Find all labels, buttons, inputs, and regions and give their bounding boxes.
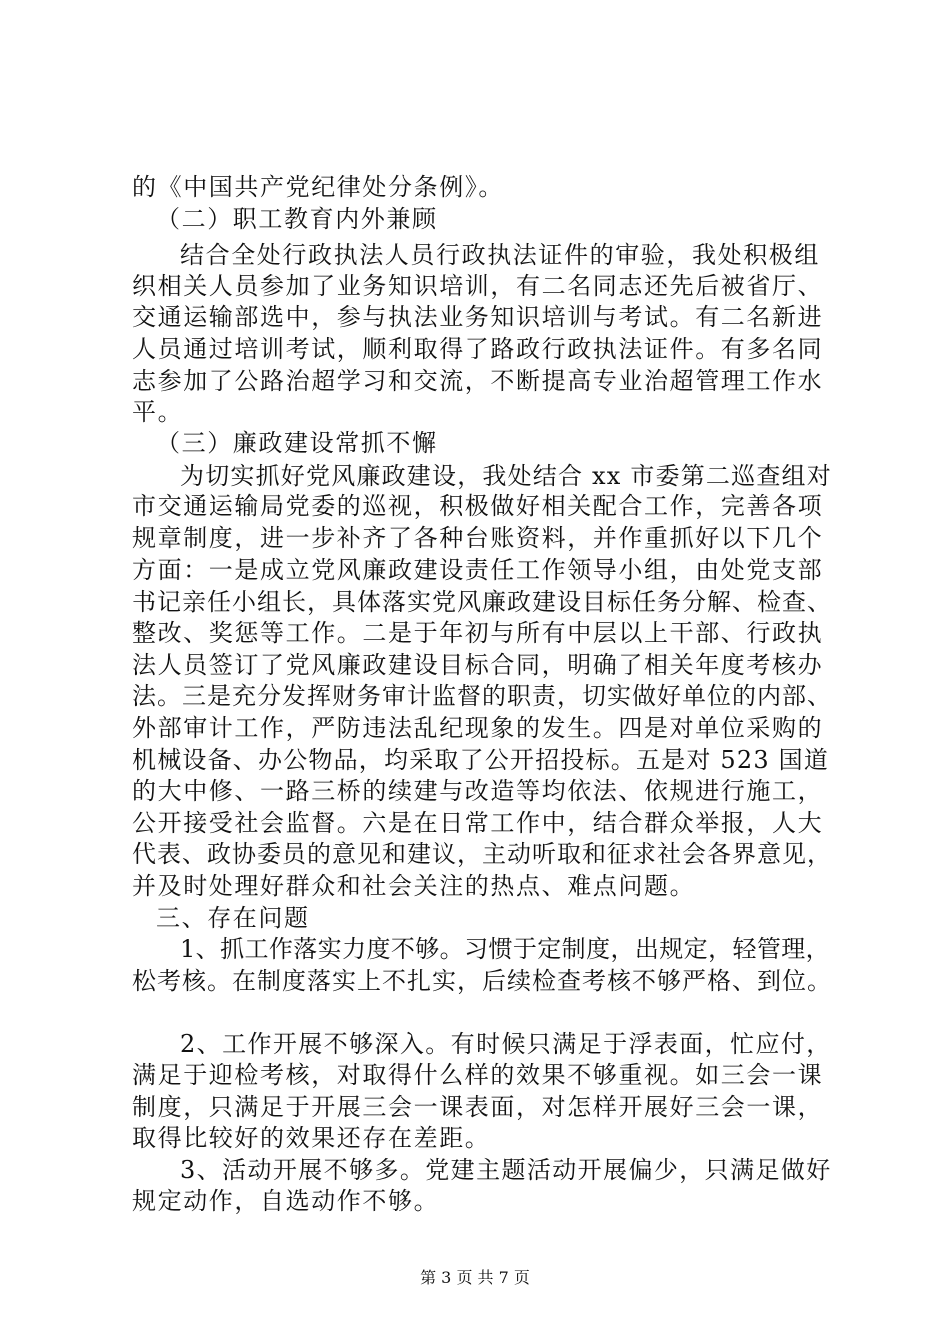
text-line: 并及时处理好群众和社会关注的热点、难点问题。 [132,872,696,900]
text-line: 代表、政协委员的意见和建议，主动听取和征求社会各界意见， [132,840,832,868]
text-line: 整改、奖惩等工作。二是于年初与所有中层以上干部、行政执 [132,619,824,647]
text-line: 的《中国共产党纪律处分条例》。 [132,173,504,201]
text-line: 规定动作，自选动作不够。 [132,1187,440,1215]
section-heading: 三、存在问题 [156,904,310,932]
text-line: 3、活动开展不够多。党建主题活动开展偏少，只满足做好 [180,1156,832,1184]
section-heading: （三）廉政建设常抓不懈 [156,429,438,457]
text-line: 机械设备、办公物品，均采取了公开招投标。五是对 523 国道 [132,746,830,774]
text-line: 的大中修、一路三桥的续建与改造等均依法、依规进行施工， [132,777,824,805]
page-number-footer: 第 3 页 共 7 页 [420,1268,530,1287]
text-line: 松考核。在制度落实上不扎实，后续检查考核不够严格、到位。 [132,967,832,995]
text-line: 取得比较好的效果还存在差距。 [132,1124,491,1152]
text-line: 人员通过培训考试，顺利取得了路政行政执法证件。有多名同 [132,335,824,363]
text-line: 制度，只满足于开展三会一课表面，对怎样开展好三会一课， [132,1093,824,1121]
text-line: 满足于迎检考核，对取得什么样的效果不够重视。如三会一课 [132,1061,824,1089]
text-line: 志参加了公路治超学习和交流，不断提高专业治超管理工作水 [132,367,824,395]
text-line: 法。三是充分发挥财务审计监督的职责，切实做好单位的内部、 [132,682,832,710]
text-line: 市交通运输局党委的巡视，积极做好相关配合工作，完善各项 [132,492,824,520]
text-line: 书记亲任小组长，具体落实党风廉政建设目标任务分解、检查、 [132,588,832,616]
text-line: 公开接受社会监督。六是在日常工作中，结合群众举报，人大 [132,809,824,837]
text-line: 外部审计工作，严防违法乱纪现象的发生。四是对单位采购的 [132,714,824,742]
text-line: 交通运输部选中，参与执法业务知识培训与考试。有二名新进 [132,303,824,331]
text-line: 平。 [132,398,184,426]
section-heading: （二）职工教育内外兼顾 [156,205,438,233]
text-line: 规章制度，进一步补齐了各种台账资料，并作重抓好以下几个 [132,524,824,552]
text-line: 为切实抓好党风廉政建设，我处结合 xx 市委第二巡查组对 [180,462,832,490]
text-line: 织相关人员参加了业务知识培训，有二名同志还先后被省厅、 [132,272,824,300]
text-line: 法人员签订了党风廉政建设目标合同，明确了相关年度考核办 [132,651,824,679]
text-line: 结合全处行政执法人员行政执法证件的审验，我处积极组 [180,241,820,269]
text-line: 2、工作开展不够深入。有时候只满足于浮表面，忙应付， [180,1030,832,1058]
text-line: 1、抓工作落实力度不够。习惯于定制度，出规定，轻管理， [180,935,831,963]
text-line: 方面：一是成立党风廉政建设责任工作领导小组，由处党支部 [132,556,824,584]
